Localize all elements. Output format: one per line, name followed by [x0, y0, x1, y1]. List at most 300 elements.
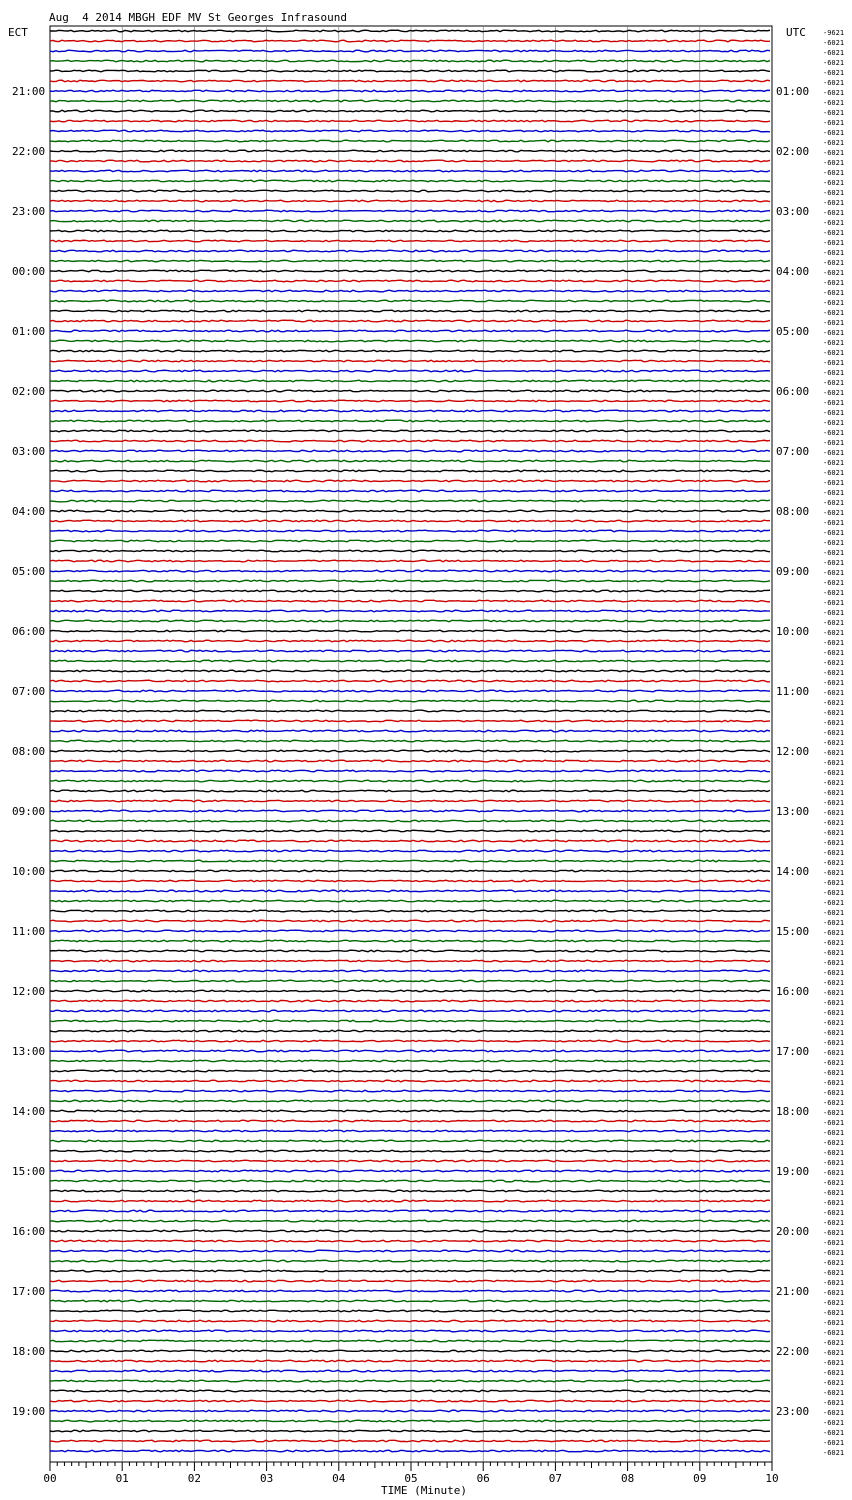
trace-line-37 — [50, 400, 770, 402]
trace-line-130 — [50, 1330, 770, 1332]
trace-scale-label: -6021 — [823, 239, 845, 247]
trace-line-13 — [50, 160, 770, 162]
trace-line-10 — [50, 130, 770, 132]
trace-line-29 — [50, 320, 770, 322]
trace-line-107 — [50, 1100, 770, 1102]
trace-scale-label: -6021 — [823, 89, 845, 97]
trace-scale-label: -6021 — [823, 449, 845, 457]
right-hour-label: 06:00 — [776, 385, 810, 398]
trace-scale-label: -6021 — [823, 989, 845, 997]
trace-scale-label: -6021 — [823, 649, 845, 657]
trace-line-86 — [50, 890, 770, 892]
trace-line-52 — [50, 550, 770, 552]
trace-line-25 — [50, 280, 770, 282]
trace-line-8 — [50, 110, 770, 112]
right-hour-label: 04:00 — [776, 265, 810, 278]
trace-scale-label: -6021 — [823, 489, 845, 497]
trace-line-115 — [50, 1180, 770, 1182]
trace-line-2 — [50, 50, 770, 52]
trace-line-125 — [50, 1280, 770, 1282]
trace-line-128 — [50, 1310, 770, 1312]
trace-line-38 — [50, 410, 770, 412]
right-hour-label: 19:00 — [776, 1165, 810, 1178]
right-timezone-label: UTC — [786, 26, 806, 39]
x-tick-label: 00 — [43, 1472, 57, 1485]
trace-line-69 — [50, 720, 770, 722]
trace-scale-label: -6021 — [823, 739, 845, 747]
trace-scale-label: -6021 — [823, 1169, 845, 1177]
trace-line-79 — [50, 820, 770, 822]
trace-scale-label: -6021 — [823, 799, 845, 807]
trace-scale-label: -6021 — [823, 1109, 845, 1117]
trace-scale-label: -6021 — [823, 909, 845, 917]
trace-scale-label: -6021 — [823, 259, 845, 267]
right-hour-label: 10:00 — [776, 625, 810, 638]
trace-scale-label: -6021 — [823, 139, 845, 147]
trace-line-93 — [50, 960, 770, 962]
trace-line-4 — [50, 70, 770, 72]
right-hour-label: 16:00 — [776, 985, 810, 998]
trace-scale-label: -6021 — [823, 1139, 845, 1147]
scale-labels — [823, 29, 844, 1457]
left-hour-label: 10:00 — [12, 865, 46, 878]
trace-scale-label: -6021 — [823, 1269, 845, 1277]
trace-scale-label: -6021 — [823, 579, 845, 587]
trace-line-41 — [50, 440, 770, 442]
right-hour-label: 09:00 — [776, 565, 810, 578]
trace-scale-label: -6021 — [823, 1369, 845, 1377]
trace-line-53 — [50, 560, 770, 562]
trace-scale-label: -6021 — [823, 1299, 845, 1307]
trace-scale-label: -6021 — [823, 1049, 845, 1057]
trace-line-89 — [50, 920, 770, 922]
trace-line-31 — [50, 340, 770, 342]
trace-scale-label: -6021 — [823, 189, 845, 197]
trace-line-63 — [50, 660, 770, 662]
trace-scale-label: -6021 — [823, 599, 845, 607]
trace-line-1 — [50, 40, 770, 42]
trace-scale-label: -6021 — [823, 539, 845, 547]
trace-scale-label: -6021 — [823, 549, 845, 557]
trace-scale-label: -9621 — [823, 29, 845, 37]
trace-scale-label: -6021 — [823, 49, 845, 57]
trace-scale-label: -6021 — [823, 889, 845, 897]
trace-scale-label: -6021 — [823, 459, 845, 467]
x-tick-label: 03 — [259, 1472, 274, 1485]
trace-scale-label: -6021 — [823, 1239, 845, 1247]
left-hour-label: 13:00 — [12, 1045, 46, 1058]
trace-scale-label: -6021 — [823, 519, 845, 527]
trace-line-96 — [50, 990, 770, 992]
left-hour-label: 07:00 — [12, 685, 46, 698]
trace-line-36 — [50, 390, 770, 392]
trace-scale-label: -6021 — [823, 1279, 845, 1287]
trace-scale-label: -6021 — [823, 769, 845, 777]
right-hour-label: 15:00 — [776, 925, 810, 938]
trace-line-94 — [50, 970, 770, 972]
x-axis — [43, 1462, 778, 1485]
trace-line-120 — [50, 1230, 770, 1232]
trace-line-134 — [50, 1370, 770, 1372]
trace-scale-label: -6021 — [823, 1229, 845, 1237]
trace-scale-label: -6021 — [823, 1119, 845, 1127]
trace-line-84 — [50, 870, 770, 872]
trace-line-3 — [50, 60, 770, 62]
left-hour-labels — [12, 85, 45, 1418]
trace-line-35 — [50, 380, 770, 382]
right-hour-label: 05:00 — [776, 325, 810, 338]
trace-scale-label: -6021 — [823, 179, 845, 187]
trace-scale-label: -6021 — [823, 819, 845, 827]
trace-scale-label: -6021 — [823, 849, 845, 857]
trace-scale-label: -6021 — [823, 1399, 845, 1407]
trace-group — [50, 30, 770, 1452]
trace-scale-label: -6021 — [823, 119, 845, 127]
trace-line-65 — [50, 680, 770, 682]
trace-scale-label: -6021 — [823, 869, 845, 877]
trace-scale-label: -6021 — [823, 279, 845, 287]
trace-scale-label: -6021 — [823, 679, 845, 687]
trace-scale-label: -6021 — [823, 879, 845, 887]
trace-line-24 — [50, 270, 770, 272]
x-tick-label: 07 — [548, 1472, 563, 1485]
trace-scale-label: -6021 — [823, 939, 845, 947]
trace-scale-label: -6021 — [823, 1129, 845, 1137]
trace-line-61 — [50, 640, 770, 642]
right-hour-label: 20:00 — [776, 1225, 810, 1238]
trace-scale-label: -6021 — [823, 1379, 845, 1387]
trace-scale-label: -6021 — [823, 129, 845, 137]
trace-scale-label: -6021 — [823, 669, 845, 677]
trace-scale-label: -6021 — [823, 999, 845, 1007]
trace-scale-label: -6021 — [823, 789, 845, 797]
trace-scale-label: -6021 — [823, 1309, 845, 1317]
trace-scale-label: -6021 — [823, 1029, 845, 1037]
trace-scale-label: -6021 — [823, 729, 845, 737]
trace-scale-label: -6021 — [823, 709, 845, 717]
trace-line-127 — [50, 1300, 770, 1302]
right-hour-label: 01:00 — [776, 85, 810, 98]
trace-line-100 — [50, 1030, 770, 1032]
trace-scale-label: -6021 — [823, 1059, 845, 1067]
trace-line-106 — [50, 1090, 770, 1092]
trace-line-9 — [50, 120, 770, 122]
trace-line-126 — [50, 1290, 770, 1292]
trace-scale-label: -6021 — [823, 859, 845, 867]
trace-line-59 — [50, 620, 770, 622]
trace-line-44 — [50, 470, 770, 472]
trace-scale-label: -6021 — [823, 319, 845, 327]
trace-scale-label: -6021 — [823, 1189, 845, 1197]
trace-line-104 — [50, 1070, 770, 1072]
trace-scale-label: -6021 — [823, 379, 845, 387]
right-hour-labels — [776, 85, 809, 1418]
trace-line-74 — [50, 770, 770, 772]
trace-scale-label: -6021 — [823, 1009, 845, 1017]
trace-line-122 — [50, 1250, 770, 1252]
trace-line-113 — [50, 1160, 770, 1162]
trace-scale-label: -6021 — [823, 79, 845, 87]
trace-scale-label: -6021 — [823, 919, 845, 927]
trace-line-121 — [50, 1240, 770, 1242]
right-hour-label: 13:00 — [776, 805, 810, 818]
trace-line-23 — [50, 260, 770, 262]
trace-line-14 — [50, 170, 770, 172]
trace-line-135 — [50, 1380, 770, 1382]
trace-line-78 — [50, 810, 770, 812]
trace-scale-label: -6021 — [823, 1339, 845, 1347]
trace-scale-label: -6021 — [823, 1359, 845, 1367]
trace-line-110 — [50, 1130, 770, 1132]
trace-line-142 — [50, 1450, 770, 1452]
x-tick-label: 08 — [620, 1472, 635, 1485]
left-hour-label: 15:00 — [12, 1165, 46, 1178]
trace-scale-label: -6021 — [823, 1179, 845, 1187]
trace-scale-label: -6021 — [823, 419, 845, 427]
trace-line-40 — [50, 430, 770, 432]
trace-scale-label: -6021 — [823, 299, 845, 307]
trace-line-60 — [50, 630, 770, 632]
trace-scale-label: -6021 — [823, 1329, 845, 1337]
trace-scale-label: -6021 — [823, 1079, 845, 1087]
trace-scale-label: -6021 — [823, 629, 845, 637]
right-hour-label: 17:00 — [776, 1045, 810, 1058]
trace-scale-label: -6021 — [823, 269, 845, 277]
trace-line-83 — [50, 860, 770, 862]
trace-line-58 — [50, 610, 770, 612]
left-hour-label: 21:00 — [12, 85, 46, 98]
trace-line-102 — [50, 1050, 770, 1052]
trace-scale-label: -6021 — [823, 209, 845, 217]
trace-scale-label: -6021 — [823, 1019, 845, 1027]
left-hour-label: 01:00 — [12, 325, 46, 338]
trace-line-50 — [50, 530, 770, 532]
trace-line-55 — [50, 580, 770, 582]
trace-scale-label: -6021 — [823, 159, 845, 167]
trace-line-119 — [50, 1220, 770, 1222]
x-tick-label: 05 — [404, 1472, 418, 1485]
trace-line-76 — [50, 790, 770, 792]
trace-scale-label: -6021 — [823, 479, 845, 487]
trace-scale-label: -6021 — [823, 1429, 845, 1437]
left-hour-label: 04:00 — [12, 505, 46, 518]
trace-line-34 — [50, 370, 770, 372]
trace-line-136 — [50, 1390, 770, 1392]
trace-scale-label: -6021 — [823, 1069, 845, 1077]
trace-line-56 — [50, 590, 770, 592]
trace-line-26 — [50, 290, 770, 292]
trace-line-51 — [50, 540, 770, 542]
trace-scale-label: -6021 — [823, 1149, 845, 1157]
left-hour-label: 03:00 — [12, 445, 46, 458]
trace-scale-label: -6021 — [823, 839, 845, 847]
trace-scale-label: -6021 — [823, 469, 845, 477]
trace-scale-label: -6021 — [823, 719, 845, 727]
left-hour-label: 09:00 — [12, 805, 46, 818]
x-tick-label: 06 — [476, 1472, 490, 1485]
trace-line-71 — [50, 740, 770, 742]
trace-scale-label: -6021 — [823, 1219, 845, 1227]
trace-line-95 — [50, 980, 770, 982]
trace-scale-label: -6021 — [823, 619, 845, 627]
trace-scale-label: -6021 — [823, 589, 845, 597]
trace-line-0 — [50, 30, 770, 32]
trace-line-91 — [50, 940, 770, 942]
right-hour-label: 21:00 — [776, 1285, 810, 1298]
trace-line-67 — [50, 700, 770, 702]
left-hour-label: 05:00 — [12, 565, 46, 578]
x-tick-label: 10 — [765, 1472, 779, 1485]
trace-line-27 — [50, 300, 770, 302]
trace-line-39 — [50, 420, 770, 422]
trace-line-138 — [50, 1410, 770, 1412]
left-hour-label: 12:00 — [12, 985, 46, 998]
trace-line-47 — [50, 500, 770, 502]
trace-line-5 — [50, 80, 770, 82]
trace-line-68 — [50, 710, 770, 712]
trace-scale-label: -6021 — [823, 339, 845, 347]
trace-line-140 — [50, 1430, 770, 1432]
right-hour-label: 11:00 — [776, 685, 810, 698]
trace-line-43 — [50, 460, 770, 462]
trace-line-19 — [50, 220, 770, 222]
trace-scale-label: -6021 — [823, 149, 845, 157]
trace-scale-label: -6021 — [823, 309, 845, 317]
right-hour-label: 08:00 — [776, 505, 810, 518]
trace-line-80 — [50, 830, 770, 832]
trace-line-15 — [50, 180, 770, 182]
trace-line-108 — [50, 1110, 770, 1112]
right-hour-label: 07:00 — [776, 445, 810, 458]
trace-line-57 — [50, 600, 770, 602]
trace-scale-label: -6021 — [823, 609, 845, 617]
trace-line-141 — [50, 1440, 770, 1442]
trace-scale-label: -6021 — [823, 399, 845, 407]
trace-scale-label: -6021 — [823, 39, 845, 47]
trace-scale-label: -6021 — [823, 809, 845, 817]
trace-scale-label: -6021 — [823, 219, 845, 227]
trace-line-72 — [50, 750, 770, 752]
trace-scale-label: -6021 — [823, 749, 845, 757]
trace-line-123 — [50, 1260, 770, 1262]
trace-scale-label: -6021 — [823, 109, 845, 117]
trace-line-48 — [50, 510, 770, 512]
trace-scale-label: -6021 — [823, 69, 845, 77]
right-hour-label: 12:00 — [776, 745, 810, 758]
right-hour-label: 14:00 — [776, 865, 810, 878]
trace-scale-label: -6021 — [823, 969, 845, 977]
trace-scale-label: -6021 — [823, 1249, 845, 1257]
trace-line-118 — [50, 1210, 770, 1212]
left-hour-label: 19:00 — [12, 1405, 46, 1418]
trace-scale-label: -6021 — [823, 559, 845, 567]
trace-line-75 — [50, 780, 770, 782]
trace-scale-label: -6021 — [823, 1199, 845, 1207]
trace-line-32 — [50, 350, 770, 352]
trace-scale-label: -6021 — [823, 349, 845, 357]
chart-title: Aug 4 2014 MBGH EDF MV St Georges Infrasound — [49, 11, 348, 24]
trace-line-90 — [50, 930, 770, 932]
trace-line-16 — [50, 190, 770, 192]
trace-line-17 — [50, 200, 770, 202]
trace-line-87 — [50, 900, 770, 902]
trace-line-112 — [50, 1150, 770, 1152]
trace-line-62 — [50, 650, 770, 652]
x-tick-label: 02 — [187, 1472, 202, 1485]
trace-scale-label: -6021 — [823, 929, 845, 937]
trace-scale-label: -6021 — [823, 1319, 845, 1327]
trace-line-22 — [50, 250, 770, 252]
trace-scale-label: -6021 — [823, 659, 845, 667]
trace-scale-label: -6021 — [823, 779, 845, 787]
trace-line-132 — [50, 1350, 770, 1352]
trace-scale-label: -6021 — [823, 289, 845, 297]
left-hour-label: 16:00 — [12, 1225, 46, 1238]
trace-scale-label: -6021 — [823, 569, 845, 577]
trace-scale-label: -6021 — [823, 1039, 845, 1047]
trace-line-45 — [50, 480, 770, 482]
trace-scale-label: -6021 — [823, 329, 845, 337]
left-hour-label: 17:00 — [12, 1285, 46, 1298]
trace-line-6 — [50, 90, 770, 92]
left-hour-label: 14:00 — [12, 1105, 46, 1118]
left-timezone-label: ECT — [8, 26, 28, 39]
right-hour-label: 23:00 — [776, 1405, 810, 1418]
trace-scale-label: -6021 — [823, 59, 845, 67]
trace-line-85 — [50, 880, 770, 882]
trace-scale-label: -6021 — [823, 529, 845, 537]
trace-scale-label: -6021 — [823, 249, 845, 257]
trace-scale-label: -6021 — [823, 1439, 845, 1447]
trace-line-111 — [50, 1140, 770, 1142]
trace-line-92 — [50, 950, 770, 952]
trace-line-11 — [50, 140, 770, 142]
trace-line-88 — [50, 910, 770, 912]
trace-line-54 — [50, 570, 770, 572]
x-tick-label: 04 — [332, 1472, 346, 1485]
trace-line-133 — [50, 1360, 770, 1362]
trace-line-99 — [50, 1020, 770, 1022]
left-hour-label: 06:00 — [12, 625, 46, 638]
trace-line-109 — [50, 1120, 770, 1122]
trace-scale-label: -6021 — [823, 1259, 845, 1267]
trace-scale-label: -6021 — [823, 1419, 845, 1427]
trace-line-105 — [50, 1080, 770, 1082]
trace-line-21 — [50, 240, 770, 242]
trace-scale-label: -6021 — [823, 829, 845, 837]
left-hour-label: 18:00 — [12, 1345, 46, 1358]
trace-line-12 — [50, 150, 770, 152]
trace-line-114 — [50, 1170, 770, 1172]
left-hour-label: 23:00 — [12, 205, 46, 218]
x-tick-label: 01 — [115, 1472, 129, 1485]
trace-scale-label: -6021 — [823, 1089, 845, 1097]
trace-line-97 — [50, 1000, 770, 1002]
trace-line-129 — [50, 1320, 770, 1322]
trace-line-82 — [50, 850, 770, 852]
trace-line-73 — [50, 760, 770, 762]
trace-line-77 — [50, 800, 770, 802]
trace-line-7 — [50, 100, 770, 102]
left-hour-label: 11:00 — [12, 925, 46, 938]
trace-scale-label: -6021 — [823, 699, 845, 707]
trace-line-28 — [50, 310, 770, 312]
trace-scale-label: -6021 — [823, 689, 845, 697]
trace-scale-label: -6021 — [823, 359, 845, 367]
trace-scale-label: -6021 — [823, 429, 845, 437]
trace-line-30 — [50, 330, 770, 332]
trace-line-81 — [50, 840, 770, 842]
